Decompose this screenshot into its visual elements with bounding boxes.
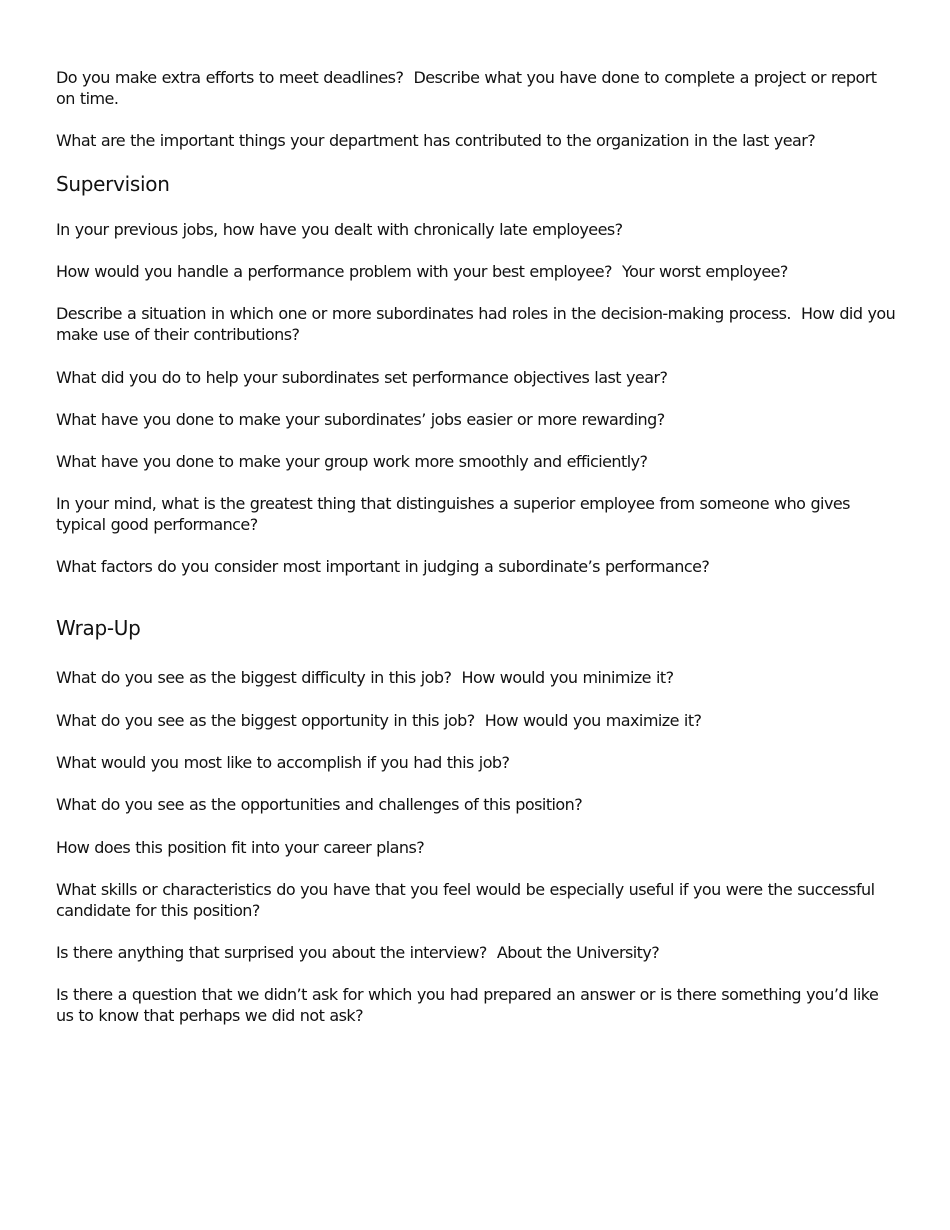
question-performance-objectives: What did you do to help your subordinates set performance objectives last year? <box>56 368 668 387</box>
question-superior-employee: In your mind, what is the greatest thing that distinguishes a superior employee from someone who gives typical good performance? <box>56 494 855 534</box>
question-deadlines: Do you make extra efforts to meet deadlines? Describe what you have done to complete a project or report on time. <box>56 68 882 108</box>
question-opportunities-challenges: What do you see as the opportunities and challenges of this position? <box>56 795 583 814</box>
question-biggest-difficulty: What do you see as the biggest difficulty in this job? How would you minimize it? <box>56 668 674 687</box>
question-group-efficiency: What have you done to make your group work more smoothly and efficiently? <box>56 452 648 471</box>
question-department-contributions: What are the important things your department has contributed to the organization in the last year? <box>56 131 816 150</box>
question-biggest-opportunity: What do you see as the biggest opportunity in this job? How would you maximize it? <box>56 711 702 730</box>
question-career-plans: How does this position fit into your career plans? <box>56 838 425 857</box>
question-accomplish: What would you most like to accomplish if you had this job? <box>56 753 510 772</box>
section-heading-supervision: Supervision <box>56 172 170 196</box>
question-performance-problem: How would you handle a performance problem with your best employee? Your worst employee? <box>56 262 788 281</box>
question-anything-else: Is there a question that we didn’t ask for which you had prepared an answer or is there something you’d like us to know that perhaps we did not ask? <box>56 985 884 1025</box>
question-subordinates-jobs: What have you done to make your subordinates’ jobs easier or more rewarding? <box>56 410 665 429</box>
question-decision-making: Describe a situation in which one or more subordinates had roles in the decision-making process. How did you make use of their contributions? <box>56 304 901 344</box>
question-surprised: Is there anything that surprised you about the interview? About the University? <box>56 943 660 962</box>
section-heading-wrap-up: Wrap-Up <box>56 616 141 640</box>
question-skills: What skills or characteristics do you have that you feel would be especially useful if you were the successful candidate for this position? <box>56 880 880 920</box>
question-judging-performance: What factors do you consider most important in judging a subordinate’s performance? <box>56 557 710 576</box>
question-late-employees: In your previous jobs, how have you dealt with chronically late employees? <box>56 220 623 239</box>
